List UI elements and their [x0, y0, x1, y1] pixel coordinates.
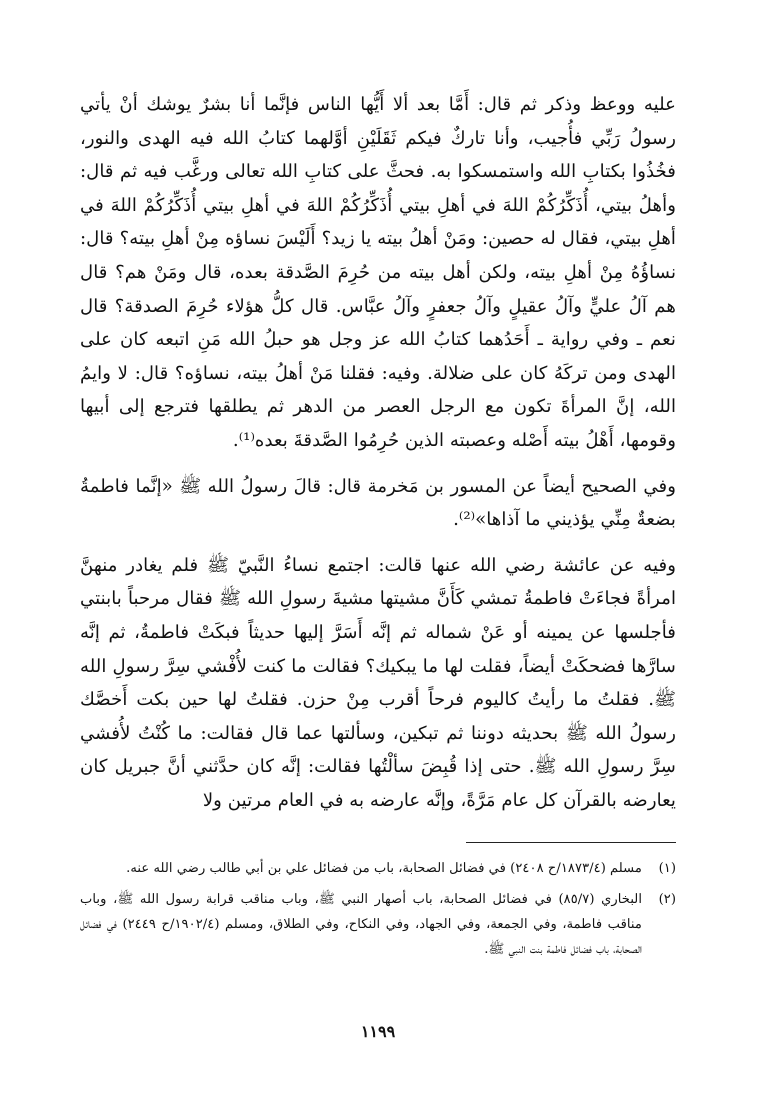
footnote-number: (١) [658, 861, 676, 876]
footnote-1 [80, 856, 676, 881]
footnote-text: البخاري (٨٥/٧) في فضائل الصحابة، باب أصهار النبي ﷺ، وباب مناقب قرابة رسول الله ﷺ، وباب مناقب فاطمة، وفي الجمعة، وفي الجهاد، وفي النكاح، وفي الطلاق، ومسلم (١٩٠٢/٤/ح ٢٤٤٩) في فضائل الصحابة، باب فضائل فاطمة بنت النبي ﷺ. [80, 892, 642, 957]
footnote-2 [80, 887, 676, 962]
footnote-number: (٢) [658, 892, 676, 907]
footnotes [80, 856, 676, 968]
main-text [80, 88, 676, 817]
footnote-divider [466, 842, 676, 843]
book-page [80, 88, 676, 1088]
footnote-text: مسلم (١٨٧٣/٤/ح ٢٤٠٨) في فضائل الصحابة، باب من فضائل علي بن أبي طالب رضي الله عنه. [126, 861, 642, 876]
body-paragraph-3: وفيه عن عائشة رضي الله عنها قالت: اجتمع نساءُ النَّبيّ ﷺ فلم يغادر منهنَّ امرأةً فجاءَتْ فاطمةُ تمشي كَأَنَّ مشيتها مشيةَ رسولِ الله ﷺ فقال مرحباً بابنتي فأجلسها عن يمينه أو عَنْ شماله ثم إنَّه أَسَرَّ إليها حديثاً فبكَتْ فاطمةُ، ثم إنَّه سارَّها فضحكَتْ أيضاً، فقلت لها ما يبكيك؟ فقالت ما كنت لأُفْشي سِرَّ رسولِ الله ﷺ. فقلتُ ما رأيتُ كاليوم فرحاً أقرب مِنْ حزن. فقلتُ لها حين بكت أَخصَّك رسولُ الله ﷺ بحديثه دوننا ثم تبكين، وسألتها عما قال فقالت: ما كُنْتُ لأُفشي سِرَّ رسولِ الله ﷺ. حتى إذا قُبِضَ سألْتُها فقالت: إنَّه كان حدَّثني أنَّ جبريل كان يعارضه بالقرآن كل عام مَرَّةً، وإنَّه عارضه به في العام مرتين ولا [80, 554, 676, 811]
page-number: ١١٩٩ [360, 1022, 396, 1041]
body-paragraph-1: عليه ووعظ وذكر ثم قال: أَمَّا بعد ألا أَيُّها الناس فإنَّما أنا بشرٌ يوشك أنْ يأتي رسولُ رَبِّي فأُجيب، وأنا تاركٌ فيكم ثَقَلَيْنِ أوَّلهما كتابُ الله فيه الهدى والنور، فخُذُوا بكتابِ الله واستمسكوا به. فحثَّ على كتابِ الله تعالى ورغَّب فيه ثم قال: وأهلُ بيتي، أُذَكِّرُكُمْ اللهَ في أهلِ بيتي أُذَكِّرُكُمْ اللهَ في أهلِ بيتي أُذَكِّرُكُمْ اللهَ في أهلِ بيتي، فقال له حصين: ومَنْ أهلُ بيته يا زيد؟ أَلَيْسَ نساؤه مِنْ أهلِ بيته؟ قال: نساؤُهُ مِنْ أهلِ بيته، ولكن أهل بيته من حُرِمَ الصَّدقة بعده، قال ومَنْ هم؟ قال هم آلُ عليٍّ وآلُ عقيلٍ وآلُ جعفرٍ وآلُ عبَّاس. قال كلُّ هؤلاء حُرِمَ الصدقة؟ قال نعم ـ وفي رواية ـ أَحَدُهما كتابُ الله عز وجل هو حبلُ الله مَنِ اتبعه كان على الهدى ومن تركَهُ كان على ضلالة. وفيه: فقلنا مَنْ أهلُ بيته، نساؤه؟ قال: لا وايمُ الله، إنَّ المرأةَ تكون مع الرجل العصر من الدهر ثم يطلقها فترجع إلى أبيها وقومها، أَهْلُ بيته أَصْله وعصبته الذين حُرِمُوا الصَّدقةَ بعده⁽¹⁾. [80, 94, 676, 451]
body-paragraph-2: وفي الصحيح أيضاً عن المسور بن مَخرمة قال: قالَ رسولُ الله ﷺ «إنَّما فاطمةُ بضعةٌ مِنِّي يؤذيني ما آذاها»⁽²⁾. [80, 475, 676, 531]
